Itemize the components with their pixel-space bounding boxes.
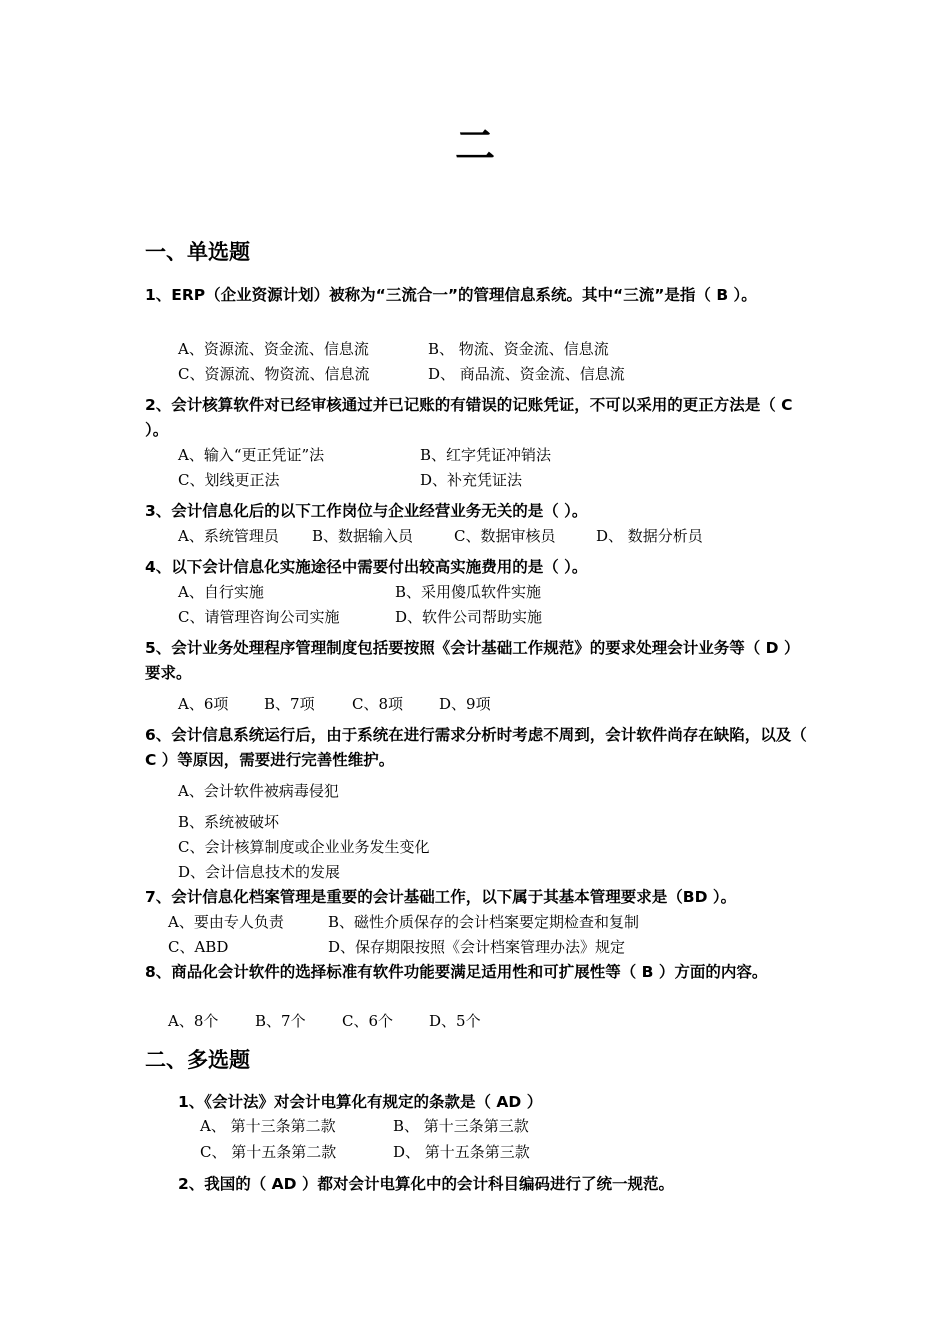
option-a: A、8个 bbox=[168, 1012, 219, 1030]
option-b: B、数据输入员 bbox=[312, 527, 414, 545]
option-c: C、数据审核员 bbox=[454, 527, 556, 545]
option-b: B、 物流、资金流、信息流 bbox=[428, 340, 609, 358]
option-a: A、 第十三条第二款 bbox=[200, 1117, 336, 1135]
option-a: A、系统管理员 bbox=[178, 527, 279, 545]
option-d: D、软件公司帮助实施 bbox=[395, 608, 543, 626]
option-a: A、会计软件被病毒侵犯 bbox=[178, 782, 339, 800]
option-c: C、请管理咨询公司实施 bbox=[178, 608, 340, 626]
question-5-text: 5、会计业务处理程序管理制度包括要按照《会计基础工作规范》的要求处理会计业务等（ D ）要求。 bbox=[145, 639, 800, 682]
question-4-text: 4、以下会计信息化实施途径中需要付出较高实施费用的是（ ）。 bbox=[145, 558, 588, 576]
option-a: A、资源流、资金流、信息流 bbox=[178, 340, 369, 358]
section-title-multiple-choice: 二、多选题 bbox=[145, 1048, 250, 1072]
option-d: D、9项 bbox=[439, 695, 491, 713]
option-b: B、7个 bbox=[255, 1012, 306, 1030]
option-a: A、输入“更正凭证”法 bbox=[178, 446, 325, 464]
option-a: A、自行实施 bbox=[178, 583, 264, 601]
options-row bbox=[178, 468, 798, 493]
option-d: D、5个 bbox=[429, 1012, 481, 1030]
option-c: C、6个 bbox=[342, 1012, 394, 1030]
option-a: A、6项 bbox=[178, 695, 229, 713]
options-row bbox=[178, 362, 798, 387]
question-7-text: 7、会计信息化档案管理是重要的会计基础工作，以下属于其基本管理要求是（BD ）。 bbox=[145, 888, 737, 906]
option-b: B、7项 bbox=[264, 695, 315, 713]
multi-question-2-text: 2、我国的（ AD ）都对会计电算化中的会计科目编码进行了统一规范。 bbox=[178, 1175, 674, 1193]
question-3-text: 3、会计信息化后的以下工作岗位与企业经营业务无关的是（ ）。 bbox=[145, 502, 588, 520]
option-c: C、划线更正法 bbox=[178, 471, 280, 489]
option-b: B、系统被破坏 bbox=[178, 813, 280, 831]
option-c: C、 第十五条第二款 bbox=[200, 1143, 337, 1161]
options-row bbox=[200, 1114, 800, 1139]
question-8-text: 8、商品化会计软件的选择标准有软件功能要满足适用性和可扩展性等（ B ）方面的内容。 bbox=[145, 963, 768, 981]
option-d: D、 数据分析员 bbox=[596, 527, 703, 545]
question-6-text: 6、会计信息系统运行后，由于系统在进行需求分析时考虑不周到，会计软件尚存在缺陷，以及（ C ）等原因，需要进行完善性维护。 bbox=[145, 726, 807, 769]
options-row bbox=[178, 692, 798, 717]
section-title-single-choice: 一、单选题 bbox=[145, 240, 250, 264]
question-1-text: 1、ERP（企业资源计划）被称为“三流合一”的管理信息系统。其中“三流”是指（ B ）。 bbox=[145, 286, 757, 304]
option-a: A、要由专人负责 bbox=[168, 913, 284, 931]
option-d: D、补充凭证法 bbox=[420, 471, 523, 489]
options-row bbox=[168, 935, 798, 960]
option-b: B、红字凭证冲销法 bbox=[420, 446, 552, 464]
option-b: B、磁性介质保存的会计档案要定期检查和复制 bbox=[328, 913, 640, 931]
options-row bbox=[200, 1140, 800, 1165]
question-2-text: 2、会计核算软件对已经审核通过并已记账的有错误的记账凭证，不可以采用的更正方法是（ C ）。 bbox=[145, 396, 793, 439]
options-row bbox=[178, 580, 798, 605]
options-row bbox=[178, 605, 798, 630]
options-row bbox=[168, 1009, 798, 1034]
option-c: C、资源流、物资流、信息流 bbox=[178, 365, 370, 383]
option-d: D、 第十五条第三款 bbox=[393, 1143, 530, 1161]
options-row bbox=[178, 443, 798, 468]
options-row bbox=[178, 337, 798, 362]
options-row bbox=[168, 910, 798, 935]
option-c: C、ABD bbox=[168, 938, 229, 956]
option-d: D、保存期限按照《会计档案管理办法》规定 bbox=[328, 938, 626, 956]
option-b: B、采用傻瓜软件实施 bbox=[395, 583, 542, 601]
options-row bbox=[178, 524, 798, 549]
option-c: C、8项 bbox=[352, 695, 404, 713]
option-b: B、 第十三条第三款 bbox=[393, 1117, 529, 1135]
option-c: C、会计核算制度或企业业务发生变化 bbox=[178, 838, 430, 856]
option-d: D、 商品流、资金流、信息流 bbox=[428, 365, 625, 383]
option-d: D、会计信息技术的发展 bbox=[178, 863, 341, 881]
multi-question-1-text: 1、《会计法》对会计电算化有规定的条款是（ AD ） bbox=[178, 1093, 543, 1111]
page-title: 二 bbox=[455, 123, 495, 169]
